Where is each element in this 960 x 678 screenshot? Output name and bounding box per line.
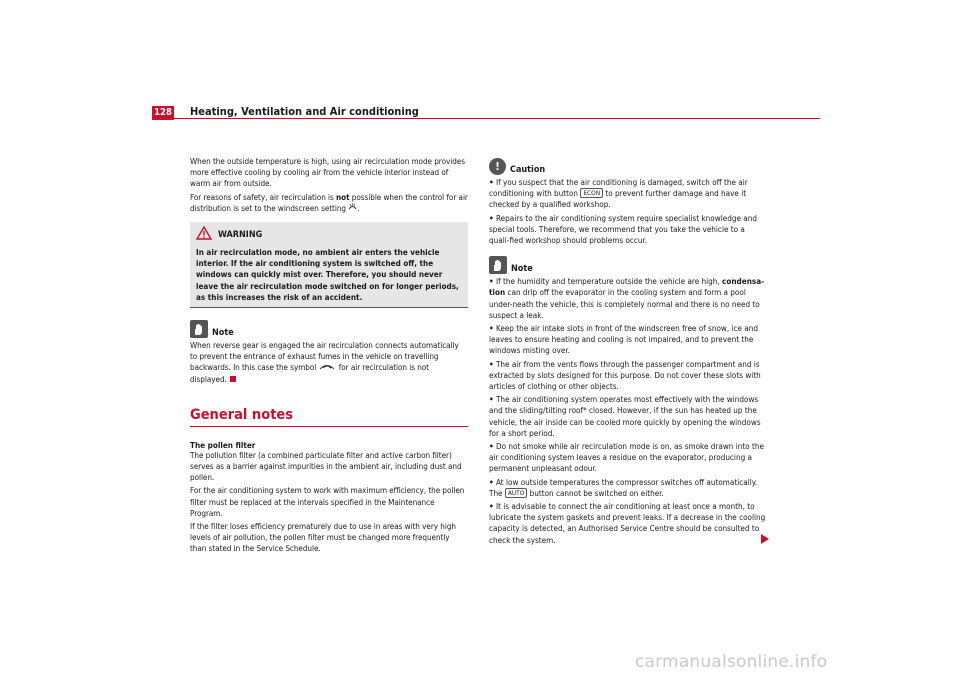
text: The air conditioning system operates most effectively with the windows and the sliding/tilting roof* closed. However, if the sun has heated up the vehicle, the air inside can be cooled more quickly by opening the windows for a short period. [489,394,761,438]
text: If the humidity and temperature outside the vehicle are high, [495,276,723,287]
warning-box [190,222,468,308]
text: Repairs to the air conditioning system require specialist knowledge and special tools. Therefore, we recommend that you take the vehicle to a quali-fied workshop should problems occur. [489,212,757,246]
right-column [489,158,767,546]
windscreen-icon [348,202,360,213]
note-hand-icon [190,320,208,338]
paragraph-filter-pollution: If the filter loses efficiency prematurely due to use in areas with very high levels of air pollution, the pollen filter must be changed more frequently than stated in the Service Schedule. [190,521,456,554]
warning-header [196,226,462,243]
warning-triangle-icon [196,226,218,243]
paragraph-recirculation-effective: When the outside temperature is high, using air recirculation mode provides more effective cooling by cooling air from the vehicle interior instead of warm air from outside. [190,156,465,189]
text: possible when the control for air distribution is set to the windscreen setting [190,191,468,213]
warning-text: In air recirculation mode, no ambient air enters the vehicle interior. If the air conditioning system is switched off, the windows can quickly mist over. Therefore, you should never leave the air recirculation mode switched on for longer periods, as this increases the risk of an accident. [196,247,459,302]
caution-exclamation-icon: ! [489,158,506,175]
note-item: • The air conditioning system operates most effectively with the windows and the sliding/tilting roof* closed. However, if the sun has heated up the vehicle, the air inside can be cooled more quickly by opening the windows for a short period. [489,394,761,438]
text: If you suspect that the air conditioning is damaged, switch off the air conditioning with button [489,177,748,199]
note-header [489,256,767,274]
section-title-general-notes: General notes [190,407,468,427]
paragraph-filter-maintenance: For the air conditioning system to work with maximum efficiency, the pollen filter must be replaced at the intervals specified in the Maintenance Program. [190,485,465,518]
note-reverse-gear [190,340,468,385]
page-number: 128 [152,106,174,120]
text: The air from the vents flows through the passenger compartment and is extracted by slots designed for this purpose. Do not cover these slots with articles of clothing or other objects. [489,358,761,392]
paragraph-pollution-filter: The pollution filter (a combined particulate filter and active carbon filter) serves as a barrier against impurities in the ambient air, including dust and pollen. [190,449,462,483]
caution-title: Caution [510,165,546,175]
note-item: • Do not smoke while air recirculation mode is on, as smoke drawn into the air conditioning system leaves a residue on the evaporator, producing a permanent unpleasant odour. [489,441,764,474]
note-item: • If the humidity and temperature outside the vehicle are high, condensa-tion can drip off the evaporator in the cooling system and form a pool under-neath the vehicle, this is completely normal and there is no need to suspect a leak. [489,276,765,320]
text: can drip off the evaporator in the cooling system and form a pool under-neath the vehicle, this is completely normal and there is no need to suspect a leak. [489,287,760,320]
left-column [190,156,468,555]
text-bold: condensa-tion [489,276,765,298]
text: Keep the air intake slots in front of the windscreen free of snow, ice and leaves to ensure heating and cooling is not impaired, and to prevent the windows misting over. [489,323,759,356]
text: When reverse gear is engaged the air recirculation connects automatically to prevent the entrance of exhaust fumes in the vehicle on travelling backwards. In this case the symbol [190,340,459,373]
end-marker [230,376,236,382]
note-title: Note [511,264,533,275]
text: For reasons of safety, air recirculation is [190,191,337,202]
watermark: carmanualsonline.info [635,652,828,672]
next-page-arrow-icon[interactable] [760,530,770,549]
recirculation-icon [318,362,336,372]
text: Do not smoke while air recirculation mode is on, as smoke drawn into the air conditioning system leaves a residue on the evaporator, producing a permanent unpleasant odour. [489,441,764,474]
text: button cannot be switched on either. [527,487,664,498]
caution-item: • Repairs to the air conditioning system require specialist knowledge and special tools. Therefore, we recommend that you take the vehicle to a quali-fied workshop should problems occur. [489,212,757,246]
caution-header [489,158,767,175]
subhead-pollen-filter: The pollen filter [190,439,256,450]
note-item: • Keep the air intake slots in front of the windscreen free of snow, ice and leaves to ensure heating and cooling is not impaired, and to prevent the windows misting over. [489,323,759,356]
caution-item: • If you suspect that the air conditioning is damaged, switch off the air conditioning with button ECON to prevent further damage and have it checked by a qualified workshop. [489,177,748,210]
econ-key: ECON [580,188,603,198]
note-header [190,320,468,338]
text: . [357,202,360,213]
text: for air recirculation is not displayed. [190,362,429,384]
text: to prevent further damage and have it checked by a qualified workshop. [489,188,747,210]
header-rule [172,118,820,119]
note-item: • At low outside temperatures the compressor switches off automatically. The AUTO button cannot be switched on either. [489,476,758,498]
auto-key: AUTO [505,488,527,498]
note-hand-icon [489,256,507,274]
paragraph-recirculation-safety [190,192,468,214]
text-bold: not [336,191,350,202]
warning-title: WARNING [218,229,263,240]
note-item: • It is advisable to connect the air conditioning at least once a month, to lubricate the system gaskets and prevent leaks. If a decrease in the cooling capacity is detected, an Authorised Service Centre should be consulted to check the system. [489,501,766,545]
note-item: • The air from the vents flows through the passenger compartment and is extracted by slots designed for this purpose. Do not cover these slots with articles of clothing or other objects. [489,358,761,392]
text: It is advisable to connect the air conditioning at least once a month, to lubricate the system gaskets and prevent leaks. If a decrease in the cooling capacity is detected, an Authorised Service Centre should be consulted to check the system. [489,501,766,545]
note-title: Note [212,328,234,339]
page-header-title: Heating, Ventilation and Air conditioning [190,105,419,118]
text: At low outside temperatures the compressor switches off automatically. The [489,476,758,498]
